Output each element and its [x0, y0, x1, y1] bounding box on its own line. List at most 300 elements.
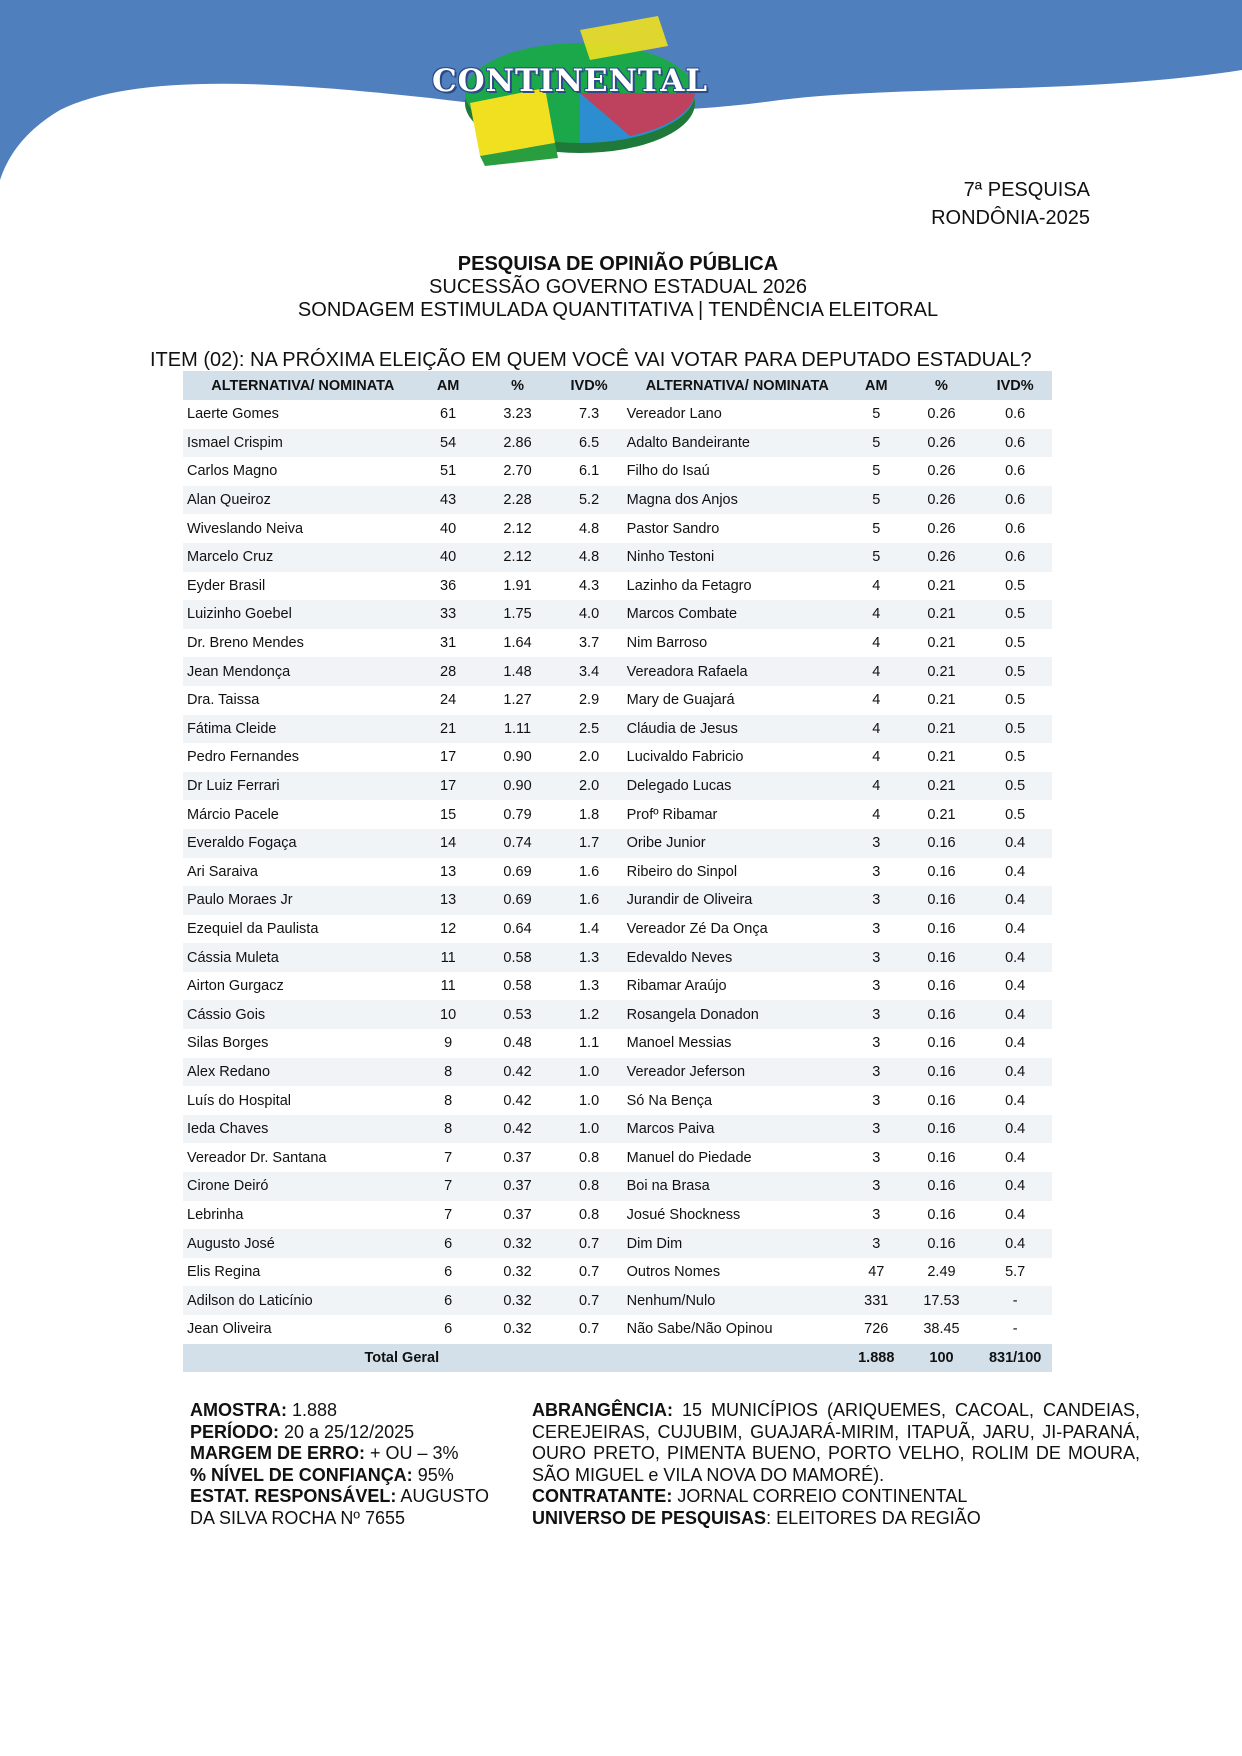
cell-name-left: Carlos Magno: [187, 463, 278, 480]
cell-name-left: Dr Luiz Ferrari: [183, 772, 419, 801]
cell-name-left: Elis Regina: [187, 1264, 261, 1281]
cell-ivd-left: 7.3: [578, 406, 600, 423]
meta-margem-value: + OU – 3%: [365, 1443, 459, 1463]
cell-ivd-left: 4.8: [558, 543, 621, 572]
cell-ivd-left: 2.0: [578, 749, 600, 766]
cell-name-right: Adalto Bandeirante: [621, 429, 848, 458]
cell-ivd-right: 0.4: [978, 1058, 1052, 1087]
cell-name-right: Ninho Testoni: [621, 543, 848, 572]
cell-pct-left: 1.48: [478, 657, 558, 686]
cell-name-right: Manuel do Piedade: [626, 1149, 752, 1166]
table-row: [183, 800, 1052, 829]
cell-ivd-left: 1.0: [578, 1092, 600, 1109]
cell-pct-right: 0.16: [905, 1115, 979, 1144]
cell-am-right: 4: [848, 715, 905, 744]
header-pct-2: %: [905, 371, 979, 400]
cell-am-right: 47: [868, 1264, 885, 1281]
cell-name-left: Ari Saraiva: [187, 863, 258, 880]
main-title: PESQUISA DE OPINIÃO PÚBLICA: [457, 253, 779, 275]
table-row: [183, 572, 1052, 601]
cell-name-left: Cássia Muleta: [183, 943, 419, 972]
cell-am-right: 3: [848, 1115, 905, 1144]
meta-contratante-label: CONTRATANTE:: [532, 1486, 673, 1506]
cell-ivd-right: 0.4: [978, 1172, 1052, 1201]
cell-ivd-right: 0.5: [1005, 635, 1026, 652]
table-row: [183, 915, 1052, 944]
cell-pct-right: 0.21: [927, 692, 956, 709]
cell-name-left: Dr. Breno Mendes: [187, 635, 304, 652]
cell-am-left: 21: [419, 715, 478, 744]
cell-name-right: Vereadora Rafaela: [621, 657, 848, 686]
cell-am-left: 13: [419, 886, 478, 915]
meta-estat-value: AUGUSTO DA SILVA ROCHA Nº 7655: [190, 1486, 490, 1528]
cell-pct-left: 2.70: [503, 463, 532, 480]
table-row: [183, 686, 1052, 715]
cell-pct-left: 0.48: [503, 1035, 532, 1052]
cell-ivd-right: 0.6: [978, 486, 1052, 515]
cell-pct-right: 0.21: [905, 657, 979, 686]
cell-name-right: Só Na Bença: [626, 1092, 713, 1109]
cell-pct-right: 0.16: [905, 1000, 979, 1029]
cell-ivd-right: 0.4: [978, 943, 1052, 972]
table-row: [183, 429, 1052, 458]
cell-name-right: Oribe Junior: [621, 829, 848, 858]
cell-pct-left: 0.42: [478, 1115, 558, 1144]
cell-ivd-left: 1.8: [578, 806, 600, 823]
table-row: [183, 400, 1052, 429]
cell-ivd-right: 0.4: [1005, 1092, 1026, 1109]
cell-ivd-right: 5.7: [1005, 1264, 1026, 1281]
cell-pct-right: 0.21: [905, 772, 979, 801]
cell-ivd-right: 0.5: [978, 715, 1052, 744]
table-row: [183, 829, 1052, 858]
cell-am-left: 7: [419, 1172, 478, 1201]
survey-region: RONDÔNIA-2025: [931, 207, 1090, 229]
cell-am-left: 17: [419, 772, 478, 801]
cell-pct-right: 0.16: [905, 1229, 979, 1258]
cell-pct-left: 0.90: [478, 772, 558, 801]
cell-pct-left: 1.27: [503, 692, 532, 709]
cell-name-right: Marcos Combate: [621, 600, 848, 629]
cell-name-left: Augusto José: [183, 1229, 419, 1258]
cell-am-left: 61: [440, 406, 457, 423]
methodology-right: [532, 1400, 1140, 1529]
cell-name-right: Profº Ribamar: [626, 806, 718, 823]
table-row: [183, 1000, 1052, 1029]
cell-ivd-right: 0.4: [1005, 1206, 1026, 1223]
cell-am-left: 10: [419, 1000, 478, 1029]
cell-am-right: 4: [872, 749, 881, 766]
table-header-row: [183, 371, 1052, 400]
cell-pct-left: 2.86: [478, 429, 558, 458]
cell-ivd-left: 4.8: [578, 520, 600, 537]
cell-ivd-left: 5.2: [558, 486, 621, 515]
table-row: [183, 1201, 1052, 1230]
meta-abrangencia-label: ABRANGÊNCIA:: [532, 1400, 673, 1420]
cell-pct-left: 3.23: [503, 406, 532, 423]
cell-am-right: 4: [848, 600, 905, 629]
cell-name-right: Filho do Isaú: [626, 463, 710, 480]
cell-ivd-right: 0.6: [1005, 406, 1026, 423]
cell-am-left: 12: [440, 920, 457, 937]
cell-am-left: 40: [419, 543, 478, 572]
cell-am-left: 54: [419, 429, 478, 458]
cell-ivd-right: 0.4: [1005, 1149, 1026, 1166]
cell-pct-right: 0.16: [927, 1035, 956, 1052]
table-row: [183, 772, 1052, 801]
meta-abrangencia: [532, 1400, 1140, 1486]
table-row: [183, 600, 1052, 629]
cell-pct-left: 2.12: [503, 520, 532, 537]
table-row: [183, 743, 1052, 772]
cell-am-right: 4: [848, 772, 905, 801]
cell-ivd-left: 0.7: [558, 1229, 621, 1258]
cell-pct-right: 38.45: [923, 1321, 960, 1338]
cell-pct-left: 0.32: [503, 1264, 532, 1281]
meta-confianca-label: % NÍVEL DE CONFIANÇA:: [190, 1464, 413, 1485]
cell-am-right: 5: [872, 463, 881, 480]
cell-ivd-left: 0.8: [578, 1149, 600, 1166]
cell-name-left: Paulo Moraes Jr: [183, 886, 419, 915]
titles-block: [0, 253, 1236, 322]
total-ivd: 831/100: [978, 1344, 1052, 1372]
cell-ivd-left: 2.9: [578, 692, 600, 709]
header-ivd-2: IVD%: [978, 371, 1052, 400]
cell-name-left: Laerte Gomes: [187, 406, 279, 423]
cell-am-right: 331: [848, 1286, 905, 1315]
cell-ivd-right: 0.6: [978, 429, 1052, 458]
cell-ivd-left: 1.0: [558, 1058, 621, 1087]
header-name-2: ALTERNATIVA/ NOMINATA: [621, 371, 848, 400]
cell-pct-left: 0.32: [478, 1286, 558, 1315]
meta-contratante-value: JORNAL CORREIO CONTINENTAL: [672, 1486, 968, 1506]
cell-pct-left: 0.69: [503, 863, 532, 880]
cell-am-left: 7: [444, 1149, 453, 1166]
cell-am-left: 9: [444, 1035, 453, 1052]
cell-am-right: 3: [872, 1092, 881, 1109]
cell-am-right: 5: [848, 429, 905, 458]
cell-ivd-right: 0.4: [1005, 1035, 1026, 1052]
cell-ivd-left: 1.7: [558, 829, 621, 858]
cell-name-left: Eyder Brasil: [187, 577, 266, 594]
cell-am-right: 4: [872, 635, 881, 652]
table-row: [183, 1229, 1052, 1258]
meta-amostra: [190, 1400, 510, 1422]
table-row: [183, 514, 1052, 543]
cell-pct-left: 0.53: [478, 1000, 558, 1029]
cell-name-left: Fátima Cleide: [183, 715, 419, 744]
cell-pct-left: 1.11: [478, 715, 558, 744]
cell-am-right: 3: [848, 943, 905, 972]
cell-am-left: 11: [419, 943, 478, 972]
cell-name-left: Cirone Deiró: [183, 1172, 419, 1201]
cell-am-right: 4: [872, 692, 881, 709]
table-row: [183, 1143, 1052, 1172]
meta-amostra-label: AMOSTRA:: [190, 1400, 287, 1420]
cell-am-left: 6: [444, 1321, 453, 1338]
table-row: [183, 657, 1052, 686]
cell-name-right: Ribeiro do Sinpol: [626, 863, 738, 880]
cell-pct-left: 0.32: [478, 1229, 558, 1258]
cell-name-left: Ismael Crispim: [183, 429, 419, 458]
cell-am-left: 17: [440, 749, 457, 766]
cell-am-right: 5: [848, 486, 905, 515]
cell-am-right: 4: [848, 657, 905, 686]
cell-name-right: Boi na Brasa: [621, 1172, 848, 1201]
cell-am-right: 3: [872, 1149, 881, 1166]
cell-ivd-left: 2.5: [558, 715, 621, 744]
cell-am-left: 36: [440, 577, 457, 594]
cell-am-right: 726: [864, 1321, 889, 1338]
cell-ivd-left: 4.0: [558, 600, 621, 629]
cell-am-left: 28: [419, 657, 478, 686]
cell-am-right: 3: [848, 1058, 905, 1087]
cell-pct-right: 0.16: [905, 886, 979, 915]
cell-pct-right: 0.26: [905, 486, 979, 515]
table-row: [183, 1315, 1052, 1344]
cell-pct-right: 0.26: [927, 520, 956, 537]
cell-ivd-left: 6.1: [578, 463, 600, 480]
cell-am-right: 3: [848, 1000, 905, 1029]
meta-confianca: [190, 1465, 510, 1487]
cell-name-left: Jean Oliveira: [187, 1321, 272, 1338]
table-row: [183, 1172, 1052, 1201]
table-row: [183, 858, 1052, 887]
cell-pct-right: 0.16: [905, 1058, 979, 1087]
cell-ivd-right: 0.5: [978, 600, 1052, 629]
total-spacer: [621, 1344, 848, 1372]
meta-contratante: [532, 1486, 1140, 1508]
cell-ivd-left: 1.2: [558, 1000, 621, 1029]
cell-pct-right: 0.21: [927, 577, 956, 594]
cell-am-left: 8: [419, 1058, 478, 1087]
cell-am-right: 3: [848, 886, 905, 915]
cell-pct-left: 0.58: [478, 943, 558, 972]
table-row: [183, 1258, 1052, 1287]
cell-pct-left: 0.58: [503, 978, 532, 995]
total-row: [183, 1344, 1052, 1372]
results-table: [183, 371, 1052, 1372]
cell-am-left: 11: [440, 978, 456, 995]
table-row: [183, 629, 1052, 658]
cell-am-right: 5: [872, 520, 881, 537]
cell-ivd-right: 0.5: [1005, 749, 1026, 766]
cell-ivd-left: 4.3: [578, 577, 600, 594]
cell-ivd-left: 1.3: [578, 978, 600, 995]
cell-pct-right: 0.16: [927, 920, 956, 937]
cell-pct-left: 0.42: [478, 1058, 558, 1087]
cell-ivd-left: 1.0: [558, 1115, 621, 1144]
cell-pct-left: 0.79: [503, 806, 532, 823]
cell-pct-right: 0.16: [905, 1172, 979, 1201]
cell-am-right: 5: [872, 406, 881, 423]
table-row: [183, 943, 1052, 972]
cell-pct-right: 0.26: [905, 429, 979, 458]
cell-am-left: 13: [440, 863, 457, 880]
cell-name-right: Jurandir de Oliveira: [621, 886, 848, 915]
header-name-1: ALTERNATIVA/ NOMINATA: [183, 371, 419, 400]
table-row: [183, 715, 1052, 744]
cell-ivd-left: 3.7: [578, 635, 600, 652]
cell-name-left: Alex Redano: [183, 1058, 419, 1087]
cell-name-right: Pastor Sandro: [626, 520, 720, 537]
meta-estat: [190, 1486, 510, 1529]
cell-am-right: 3: [872, 920, 881, 937]
question-text: ITEM (02): NA PRÓXIMA ELEIÇÃO EM QUEM VOCÊ VAI VOTAR PARA DEPUTADO ESTADUAL?: [150, 349, 1032, 371]
cell-pct-right: 0.16: [927, 863, 956, 880]
cell-name-left: Airton Gurgacz: [187, 978, 284, 995]
meta-periodo-label: PERÍODO:: [190, 1421, 280, 1442]
total-am: 1.888: [848, 1344, 905, 1372]
cell-name-right: Lucivaldo Fabricio: [626, 749, 744, 766]
cell-am-left: 6: [444, 1264, 453, 1281]
table-row: [183, 1029, 1052, 1058]
cell-name-right: Mary de Guajará: [626, 692, 735, 709]
cell-ivd-left: 0.8: [558, 1172, 621, 1201]
cell-ivd-left: 6.5: [558, 429, 621, 458]
cell-ivd-left: 0.7: [578, 1321, 600, 1338]
cell-pct-left: 0.69: [478, 886, 558, 915]
subtitle-2: SONDAGEM ESTIMULADA QUANTITATIVA | TENDÊNCIA ELEITORAL: [297, 299, 939, 321]
cell-name-left: Pedro Fernandes: [187, 749, 300, 766]
cell-am-right: 3: [848, 1229, 905, 1258]
cell-pct-left: 2.12: [478, 543, 558, 572]
cell-pct-left: 0.90: [503, 749, 532, 766]
survey-number: 7ª PESQUISA: [963, 179, 1090, 201]
meta-universo-value: : ELEITORES DA REGIÃO: [766, 1507, 981, 1528]
cell-pct-right: 0.16: [927, 978, 956, 995]
cell-name-right: Manoel Messias: [626, 1035, 732, 1052]
table-row: [183, 486, 1052, 515]
cell-name-left: Vereador Dr. Santana: [187, 1149, 327, 1166]
cell-ivd-right: 0.4: [978, 886, 1052, 915]
cell-ivd-left: 2.0: [558, 772, 621, 801]
cell-pct-right: 0.21: [905, 715, 979, 744]
cell-ivd-left: 1.1: [578, 1035, 600, 1052]
cell-pct-right: 0.21: [927, 635, 956, 652]
cell-am-right: 4: [872, 577, 881, 594]
cell-ivd-right: 0.4: [1005, 920, 1026, 937]
cell-ivd-right: 0.4: [978, 1229, 1052, 1258]
cell-name-left: Luizinho Goebel: [183, 600, 419, 629]
cell-pct-left: 0.64: [503, 920, 532, 937]
cell-name-left: Silas Borges: [187, 1035, 269, 1052]
survey-id: [931, 176, 1090, 232]
cell-name-left: Everaldo Fogaça: [183, 829, 419, 858]
cell-ivd-right: 0.5: [978, 657, 1052, 686]
cell-pct-right: 0.26: [927, 463, 956, 480]
cell-am-left: 51: [440, 463, 457, 480]
cell-name-right: Magna dos Anjos: [621, 486, 848, 515]
cell-am-left: 8: [444, 1092, 453, 1109]
cell-name-left: Luís do Hospital: [187, 1092, 291, 1109]
cell-ivd-left: 0.8: [578, 1206, 600, 1223]
table-row: [183, 1286, 1052, 1315]
cell-pct-right: 0.16: [905, 829, 979, 858]
cell-ivd-right: 0.6: [1005, 463, 1026, 480]
cell-ivd-right: 0.4: [978, 1115, 1052, 1144]
table-row: [183, 457, 1052, 486]
cell-name-right: Vereador Zé Da Onça: [626, 920, 768, 937]
cell-pct-right: 0.16: [927, 1206, 956, 1223]
cell-pct-right: 0.21: [927, 806, 956, 823]
cell-pct-left: 1.75: [478, 600, 558, 629]
cell-name-right: Marcos Paiva: [621, 1115, 848, 1144]
cell-am-left: 31: [440, 635, 457, 652]
cell-pct-left: 0.32: [503, 1321, 532, 1338]
cell-name-right: Cláudia de Jesus: [621, 715, 848, 744]
cell-am-left: 14: [419, 829, 478, 858]
cell-pct-left: 0.74: [478, 829, 558, 858]
cell-name-right: Edevaldo Neves: [621, 943, 848, 972]
cell-pct-right: 0.21: [927, 749, 956, 766]
table-body: [183, 400, 1052, 1344]
logo-wordmark: CONTINENTAL: [432, 63, 709, 99]
cell-ivd-right: 0.5: [978, 772, 1052, 801]
cell-name-left: Lebrinha: [187, 1206, 244, 1223]
cell-ivd-right: -: [978, 1286, 1052, 1315]
table-row: [183, 972, 1052, 1001]
header-ivd-1: IVD%: [558, 371, 621, 400]
cell-am-right: 3: [848, 829, 905, 858]
cell-am-left: 15: [440, 806, 457, 823]
cell-am-right: 3: [872, 863, 881, 880]
table-row: [183, 1058, 1052, 1087]
cell-pct-left: 1.64: [503, 635, 532, 652]
meta-periodo-value: 20 a 25/12/2025: [279, 1421, 415, 1442]
cell-ivd-left: 1.6: [578, 863, 600, 880]
cell-ivd-right: 0.4: [978, 1000, 1052, 1029]
cell-name-left: Jean Mendonça: [183, 657, 419, 686]
cell-ivd-right: 0.4: [1005, 978, 1026, 995]
cell-am-left: 6: [419, 1286, 478, 1315]
table-row: [183, 1115, 1052, 1144]
cell-ivd-left: 1.3: [558, 943, 621, 972]
meta-amostra-value: 1.888: [287, 1400, 338, 1420]
cell-pct-right: 2.49: [927, 1264, 956, 1281]
cell-am-left: 24: [440, 692, 457, 709]
meta-universo-label: UNIVERSO DE PESQUISAS: [532, 1507, 767, 1528]
cell-ivd-left: 0.7: [558, 1286, 621, 1315]
cell-am-right: 4: [872, 806, 881, 823]
subtitle-1: SUCESSÃO GOVERNO ESTADUAL 2026: [429, 276, 807, 298]
meta-universo: [532, 1508, 1140, 1530]
cell-am-right: 5: [848, 543, 905, 572]
cell-pct-left: 0.37: [503, 1149, 532, 1166]
total-label: Total Geral: [183, 1344, 621, 1372]
cell-ivd-right: -: [1012, 1321, 1018, 1338]
cell-pct-left: 1.91: [503, 577, 532, 594]
cell-name-right: Ribamar Araújo: [626, 978, 727, 995]
cell-name-left: Alan Queiroz: [183, 486, 419, 515]
cell-am-left: 33: [419, 600, 478, 629]
cell-am-left: 8: [419, 1115, 478, 1144]
cell-name-left: Cássio Gois: [183, 1000, 419, 1029]
table-row: [183, 543, 1052, 572]
meta-estat-label: ESTAT. RESPONSÁVEL:: [190, 1486, 397, 1506]
cell-am-left: 6: [419, 1229, 478, 1258]
cell-pct-left: 0.42: [503, 1092, 532, 1109]
cell-name-right: Rosangela Donadon: [621, 1000, 848, 1029]
cell-am-right: 3: [872, 1035, 881, 1052]
meta-margem: [190, 1443, 510, 1465]
cell-name-left: Adilson do Laticínio: [183, 1286, 419, 1315]
cell-pct-right: 0.16: [905, 943, 979, 972]
cell-ivd-left: 1.4: [578, 920, 600, 937]
cell-ivd-left: 1.6: [558, 886, 621, 915]
cell-pct-right: 0.26: [927, 406, 956, 423]
cell-ivd-right: 0.5: [1005, 577, 1026, 594]
